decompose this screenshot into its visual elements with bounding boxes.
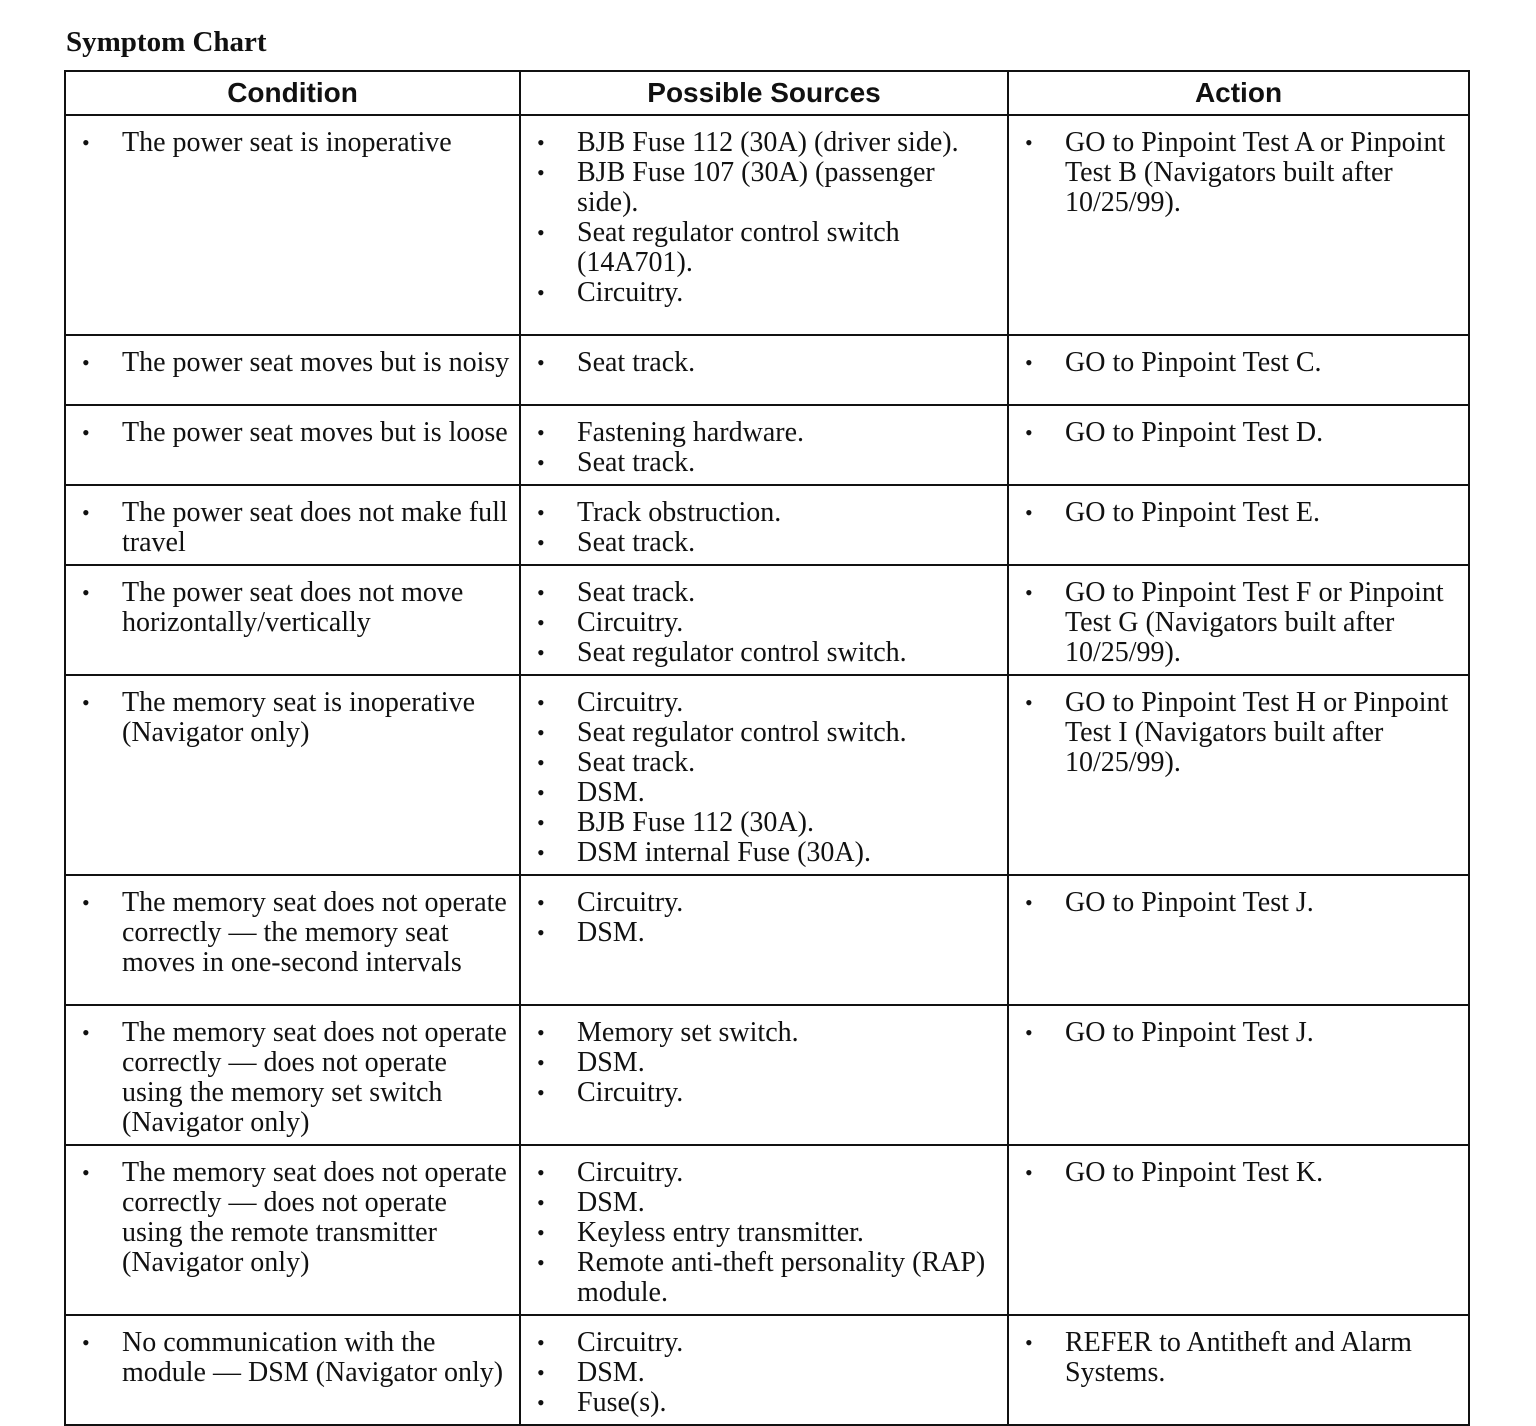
condition-list — [78, 688, 511, 748]
list-item: • Circuitry. — [533, 888, 999, 918]
possible-sources-list — [533, 578, 999, 668]
action-text: • GO to Pinpoint Test A or Pinpoint Test B (Navigators built after 10/25/99). — [1021, 128, 1460, 218]
condition-text: • The power seat is inoperative — [78, 128, 511, 158]
condition-text: • The memory seat does not operate correctly — the memory seat moves in one-second intervals — [78, 888, 511, 978]
possible-sources-cell — [520, 1315, 1008, 1425]
possible-sources-list — [533, 1328, 999, 1418]
condition-text: • The memory seat is inoperative (Navigator only) — [78, 688, 511, 748]
condition-text: • The memory seat does not operate correctly — does not operate using the memory set switch (Navigator only) — [78, 1018, 511, 1138]
possible-sources-list — [533, 418, 999, 478]
condition-text: • The power seat moves but is noisy — [78, 348, 511, 378]
list-item: • Seat track. — [533, 578, 999, 608]
list-item: • Circuitry. — [533, 1078, 999, 1108]
condition-cell — [65, 335, 520, 405]
action-list — [1021, 888, 1460, 918]
list-item: • BJB Fuse 112 (30A). — [533, 808, 999, 838]
column-header-action: Action — [1008, 71, 1469, 115]
action-cell — [1008, 1145, 1469, 1315]
condition-cell — [65, 1315, 520, 1425]
action-text: • REFER to Antitheft and Alarm Systems. — [1021, 1328, 1460, 1388]
list-item: • Circuitry. — [533, 278, 999, 308]
list-item: • Circuitry. — [533, 688, 999, 718]
list-item: • Seat track. — [533, 528, 999, 558]
condition-cell — [65, 875, 520, 1005]
condition-cell — [65, 485, 520, 565]
condition-cell — [65, 675, 520, 875]
possible-sources-cell — [520, 675, 1008, 875]
possible-sources-list — [533, 688, 999, 868]
action-cell — [1008, 485, 1469, 565]
list-item: • DSM. — [533, 1048, 999, 1078]
condition-list — [78, 348, 511, 378]
possible-sources-cell — [520, 875, 1008, 1005]
possible-sources-cell — [520, 565, 1008, 675]
list-item: • Fastening hardware. — [533, 418, 999, 448]
action-text: • GO to Pinpoint Test J. — [1021, 888, 1460, 918]
action-text: • GO to Pinpoint Test D. — [1021, 418, 1460, 448]
condition-text: • No communication with the module — DSM (Navigator only) — [78, 1328, 511, 1388]
action-list — [1021, 348, 1460, 378]
table-row — [65, 485, 1469, 565]
list-item: • Seat track. — [533, 448, 999, 478]
list-item: • Track obstruction. — [533, 498, 999, 528]
condition-list — [78, 1328, 511, 1388]
list-item: • DSM. — [533, 918, 999, 948]
action-text: • GO to Pinpoint Test J. — [1021, 1018, 1460, 1048]
action-cell — [1008, 335, 1469, 405]
action-cell — [1008, 1315, 1469, 1425]
action-text: • GO to Pinpoint Test K. — [1021, 1158, 1460, 1188]
list-item: • Keyless entry transmitter. — [533, 1218, 999, 1248]
list-item: • Circuitry. — [533, 608, 999, 638]
page-title: Symptom Chart — [66, 26, 267, 58]
list-item: • Fuse(s). — [533, 1388, 999, 1418]
action-cell — [1008, 405, 1469, 485]
action-text: • GO to Pinpoint Test H or Pinpoint Test I (Navigators built after 10/25/99). — [1021, 688, 1460, 778]
possible-sources-cell — [520, 335, 1008, 405]
possible-sources-list — [533, 348, 999, 378]
condition-list — [78, 888, 511, 978]
table-row — [65, 1005, 1469, 1145]
condition-text: • The power seat does not move horizontally/vertically — [78, 578, 511, 638]
list-item: • DSM. — [533, 1358, 999, 1388]
action-list — [1021, 1328, 1460, 1388]
table-body — [65, 115, 1469, 1425]
condition-list — [78, 1018, 511, 1138]
list-item: • DSM. — [533, 1188, 999, 1218]
condition-list — [78, 498, 511, 558]
list-item: • Circuitry. — [533, 1158, 999, 1188]
condition-cell — [65, 405, 520, 485]
possible-sources-cell — [520, 115, 1008, 335]
table-row — [65, 335, 1469, 405]
possible-sources-cell — [520, 1145, 1008, 1315]
table-row — [65, 875, 1469, 1005]
action-cell — [1008, 675, 1469, 875]
action-text: • GO to Pinpoint Test E. — [1021, 498, 1460, 528]
symptom-chart-table — [64, 70, 1470, 1426]
action-cell — [1008, 1005, 1469, 1145]
list-item: • Remote anti-theft personality (RAP) module. — [533, 1248, 999, 1308]
action-cell — [1008, 115, 1469, 335]
possible-sources-list — [533, 1158, 999, 1308]
possible-sources-list — [533, 128, 999, 308]
action-cell — [1008, 875, 1469, 1005]
list-item: • BJB Fuse 112 (30A) (driver side). — [533, 128, 999, 158]
action-list — [1021, 1018, 1460, 1048]
possible-sources-list — [533, 1018, 999, 1108]
action-text: • GO to Pinpoint Test F or Pinpoint Test G (Navigators built after 10/25/99). — [1021, 578, 1460, 668]
table-row — [65, 1145, 1469, 1315]
table-row — [65, 675, 1469, 875]
action-list — [1021, 578, 1460, 668]
table-row — [65, 565, 1469, 675]
list-item: • Seat track. — [533, 748, 999, 778]
condition-cell — [65, 565, 520, 675]
possible-sources-list — [533, 888, 999, 948]
table-row — [65, 115, 1469, 335]
action-text: • GO to Pinpoint Test C. — [1021, 348, 1460, 378]
action-list — [1021, 688, 1460, 778]
list-item: • BJB Fuse 107 (30A) (passenger side). — [533, 158, 999, 218]
table-row — [65, 405, 1469, 485]
list-item: • DSM internal Fuse (30A). — [533, 838, 999, 868]
condition-cell — [65, 1005, 520, 1145]
condition-cell — [65, 115, 520, 335]
condition-list — [78, 578, 511, 638]
action-list — [1021, 1158, 1460, 1188]
action-list — [1021, 418, 1460, 448]
list-item: • Memory set switch. — [533, 1018, 999, 1048]
possible-sources-cell — [520, 485, 1008, 565]
possible-sources-list — [533, 498, 999, 558]
condition-text: • The power seat does not make full travel — [78, 498, 511, 558]
table-row — [65, 1315, 1469, 1425]
list-item: • Seat regulator control switch. — [533, 638, 999, 668]
action-cell — [1008, 565, 1469, 675]
condition-text: • The memory seat does not operate correctly — does not operate using the remote transmitter (Navigator only) — [78, 1158, 511, 1278]
column-header-condition: Condition — [65, 71, 520, 115]
condition-list — [78, 128, 511, 158]
action-list — [1021, 498, 1460, 528]
list-item: • Circuitry. — [533, 1328, 999, 1358]
list-item: • Seat track. — [533, 348, 999, 378]
list-item: • Seat regulator control switch. — [533, 718, 999, 748]
condition-list — [78, 1158, 511, 1278]
header-row — [65, 71, 1469, 115]
condition-list — [78, 418, 511, 448]
possible-sources-cell — [520, 405, 1008, 485]
condition-text: • The power seat moves but is loose — [78, 418, 511, 448]
list-item: • DSM. — [533, 778, 999, 808]
list-item: • Seat regulator control switch (14A701). — [533, 218, 999, 278]
column-header-possible-sources: Possible Sources — [520, 71, 1008, 115]
action-list — [1021, 128, 1460, 218]
condition-cell — [65, 1145, 520, 1315]
possible-sources-cell — [520, 1005, 1008, 1145]
